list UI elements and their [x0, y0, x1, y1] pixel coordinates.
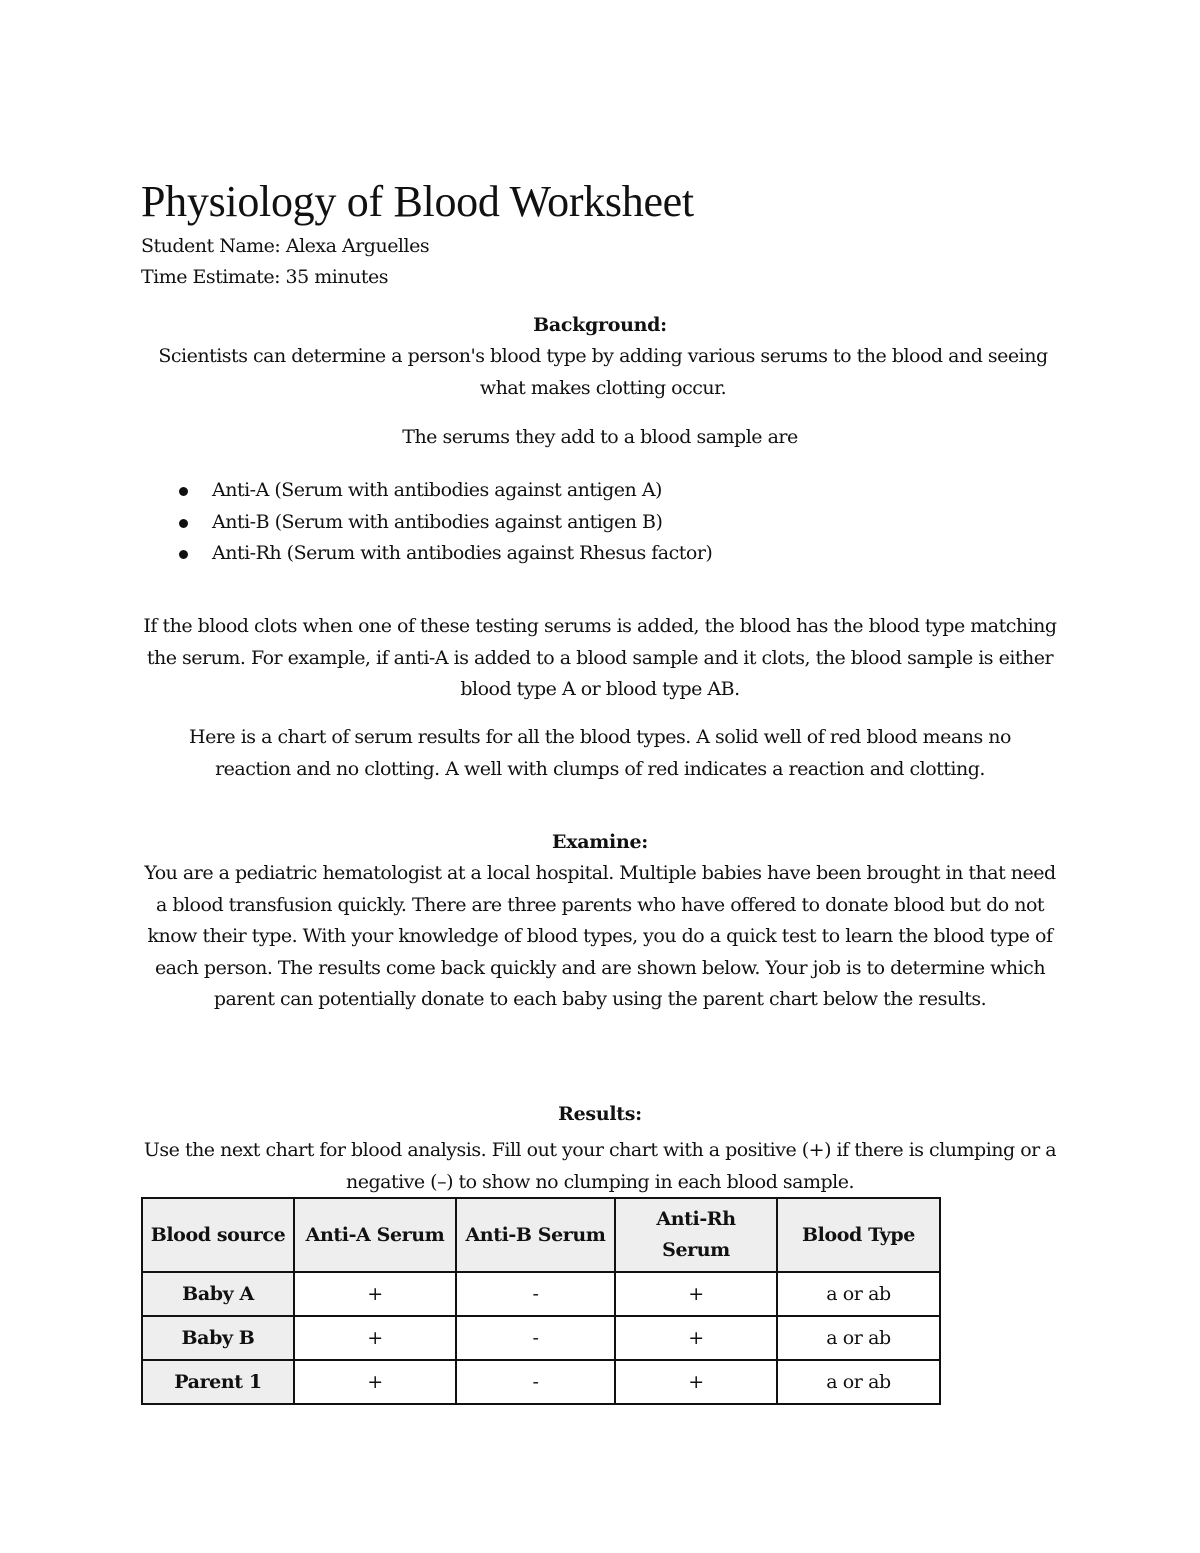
background-heading: Background:: [533, 314, 667, 336]
background-intro: Scientists can determine a person's blood type by adding various serums to the blood and seeing what makes clotting occur.: [158, 345, 1048, 399]
anti-rh-cell[interactable]: +: [615, 1360, 777, 1404]
column-header: Anti-B Serum: [456, 1198, 615, 1272]
results-instructions: Use the next chart for blood analysis. Fill out your chart with a positive (+) if there is clumping or a negative (–) to show no clumping in each blood sample.: [143, 1139, 1057, 1193]
results-table: [141, 1197, 941, 1405]
anti-a-cell[interactable]: +: [294, 1316, 456, 1360]
blood-type-cell[interactable]: a or ab: [777, 1316, 940, 1360]
list-item: [141, 507, 712, 539]
column-header: Blood Type: [777, 1198, 940, 1272]
serum-list: [141, 475, 712, 570]
table-row: [142, 1316, 940, 1360]
anti-a-cell[interactable]: +: [294, 1272, 456, 1316]
clotting-paragraph: If the blood clots when one of these testing serums is added, the blood has the blood type matching the serum. For example, if anti-A is added to a blood sample and it clots, the blood sample is either blood type A or blood type AB.: [143, 615, 1057, 700]
blood-type-cell[interactable]: a or ab: [777, 1360, 940, 1404]
column-header: Blood source: [142, 1198, 294, 1272]
list-item: [141, 538, 712, 570]
page-title: Physiology of Blood Worksheet: [141, 177, 694, 226]
serum-item-text: Anti-A (Serum with antibodies against antigen A): [212, 479, 662, 501]
anti-rh-cell[interactable]: +: [615, 1316, 777, 1360]
chart-description-paragraph: Here is a chart of serum results for all the blood types. A solid well of red blood means no reaction and no clotting. A well with clumps of red indicates a reaction and clotting.: [189, 726, 1011, 780]
anti-b-cell[interactable]: -: [456, 1272, 615, 1316]
bullet-icon: [179, 550, 188, 559]
anti-a-cell[interactable]: +: [294, 1360, 456, 1404]
anti-rh-cell[interactable]: +: [615, 1272, 777, 1316]
blood-source-cell: Parent 1: [142, 1360, 294, 1404]
blood-source-cell: Baby B: [142, 1316, 294, 1360]
anti-b-cell[interactable]: -: [456, 1316, 615, 1360]
list-item: [141, 475, 712, 507]
student-name-line: Student Name: Alexa Arguelles: [141, 235, 430, 257]
table-row: [142, 1360, 940, 1404]
blood-source-cell: Baby A: [142, 1272, 294, 1316]
results-heading: Results:: [558, 1103, 642, 1125]
serums-lead: The serums they add to a blood sample are: [402, 426, 798, 448]
column-header: Anti-Rh Serum: [615, 1198, 777, 1272]
anti-b-cell[interactable]: -: [456, 1360, 615, 1404]
examine-paragraph: You are a pediatric hematologist at a local hospital. Multiple babies have been brought in that need a blood transfusion quickly. There are three parents who have offered to donate blood but do not know their type. With your knowledge of blood types, you do a quick test to learn the blood type of each person. The results come back quickly and are shown below. Your job is to determine which parent can potentially donate to each baby using the parent chart below the results.: [144, 862, 1056, 1010]
bullet-icon: [179, 519, 188, 528]
column-header: Anti-A Serum: [294, 1198, 456, 1272]
examine-heading: Examine:: [552, 831, 648, 853]
blood-type-cell[interactable]: a or ab: [777, 1272, 940, 1316]
bullet-icon: [179, 487, 188, 496]
table-row: [142, 1272, 940, 1316]
serum-item-text: Anti-B (Serum with antibodies against antigen B): [212, 510, 663, 533]
table-header-row: [142, 1198, 940, 1272]
time-estimate-line: Time Estimate: 35 minutes: [141, 266, 388, 288]
serum-item-text: Anti-Rh (Serum with antibodies against Rhesus factor): [212, 542, 713, 564]
